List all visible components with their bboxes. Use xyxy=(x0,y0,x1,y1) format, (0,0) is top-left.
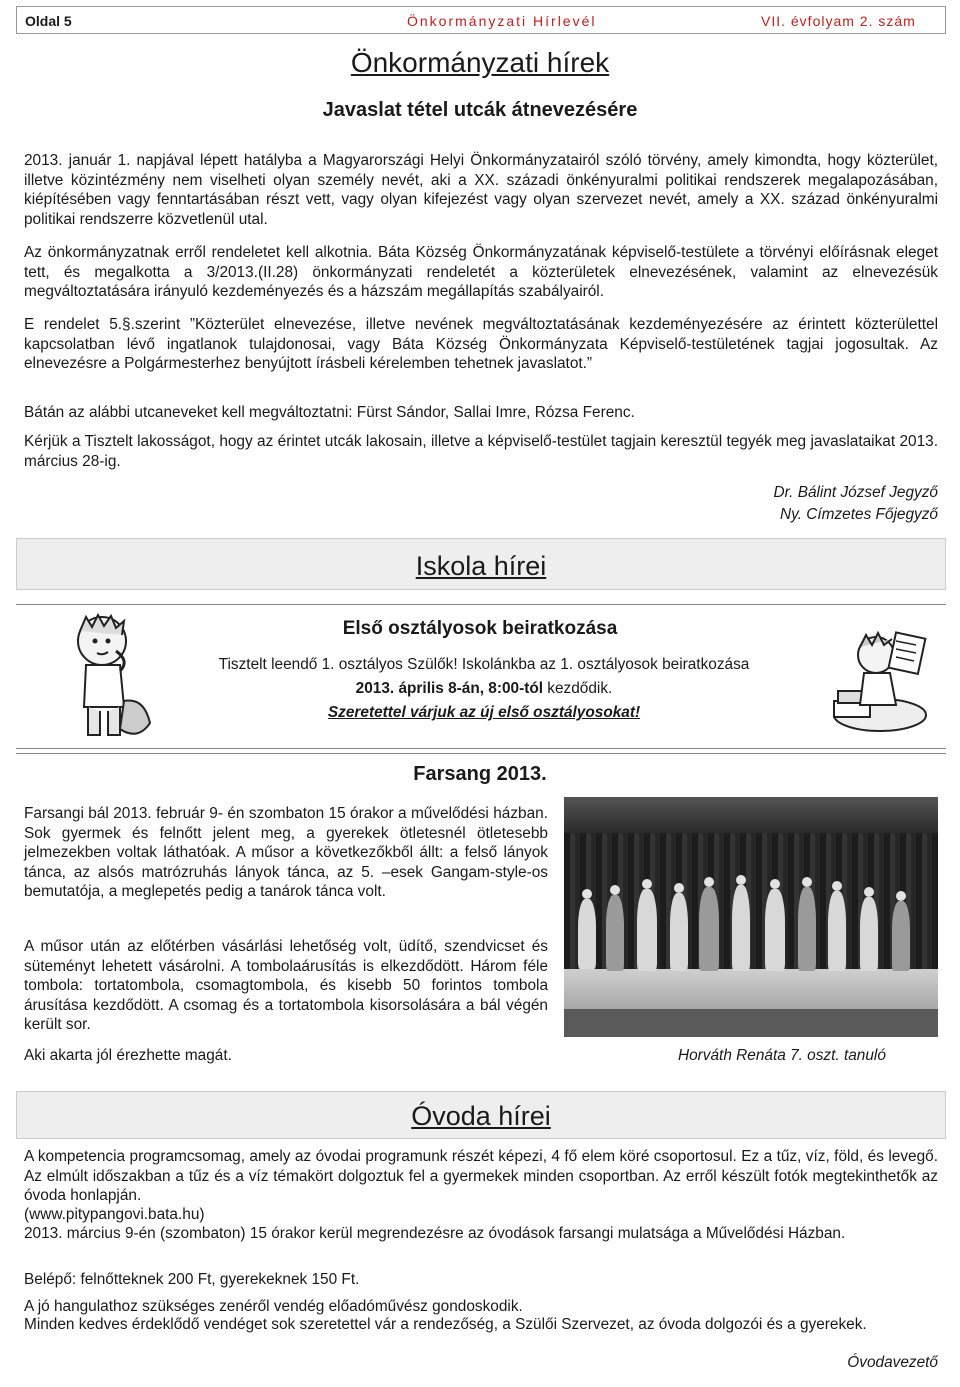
paragraph-music: A jó hangulathoz szükséges zenéről vendég előadóművész gondoskodik. xyxy=(24,1298,523,1315)
enrollment-date-rest: kezdődik. xyxy=(543,680,613,697)
paragraph-law: 2013. január 1. napjával lépett hatályba a Magyarországi Helyi Önkormányzatairól szóló törvény, amely kimondta, hogy közterület, illetve közintézmény nem viselheti olyan személy nevét, aki a XX. századi önkényuralmi politikai rendszerek megalapozásában, kiépítésében vagy fenntartásában részt vett, vagy olyan kifejezést vagy olyan szervezet nevét, amely a XX. század önkényuralmi politikai rendszerre közvetlenül utal. xyxy=(24,152,938,228)
page-header xyxy=(16,6,946,34)
section-header-ovoda xyxy=(16,1091,946,1139)
signer-title: Ny. Címzetes Főjegyző xyxy=(780,506,938,523)
kindergarten-signer: Óvodavezető xyxy=(847,1354,938,1371)
paragraph-invitation: Minden kedves érdeklődő vendéget sok szeretettel vár a rendezőség, a Szülői Szervezet, az óvoda dolgozói és a gyerekek. xyxy=(24,1316,867,1333)
paragraph-kindergarten-program: A kompetencia programcsomag, amely az óvodai programunk részét képezi, 4 fő elem köré csoportosul. Ez a tűz, víz, föld, és levegő. Az elmúlt időszakban a tűz és a víz témakört dolgoztuk fel a gyermekek minden csoportban. Az erről készült fotók megtekinthetők az óvoda honlapján. xyxy=(24,1148,938,1204)
thinking-boy-icon xyxy=(64,611,154,745)
paragraph-carnival-ball: Farsangi bál 2013. február 9- én szombaton 15 órakor a művelődési házban. Sok gyermek és felnőtt jelent meg, a gyerekek ötletesnél ötletesebb jelmezekben voltak láthatóak. A műsor a következőkből állt: a felső lányok tánca, az alsós matrózruhás lányok tánca, az 5. –esek Gangam-style-os bemutatója, a meglepetés pedig a tanárok tánca volt. xyxy=(24,805,548,900)
article-title-street-renaming: Javaslat tétel utcák átnevezésére xyxy=(322,99,638,121)
enrollment-line-1: Tisztelt leendő 1. osztályos Szülők! Iskolánkba az 1. osztályosok beiratkozása xyxy=(218,656,750,673)
signer-name: Dr. Bálint József Jegyző xyxy=(773,484,938,501)
carnival-author: Horváth Renáta 7. oszt. tanuló xyxy=(678,1047,886,1064)
paragraph-tickets: Belépő: felnőtteknek 200 Ft, gyerekeknek 150 Ft. xyxy=(24,1271,360,1288)
section-title-iskola: Iskola hírei xyxy=(415,551,547,581)
stage-lights xyxy=(564,797,938,833)
volume-label: VII. évfolyam 2. szám xyxy=(761,13,916,29)
paragraph-carnival-tombola: A műsor után az előtérben vásárlási lehetőség volt, üdítő, szendvicset és süteményt lehetett vásárolni. A tombolaárusítás is elkezdődött. Három féle tombola: tortatombola, csomagtombola, és kisebb 50 forintos tombola árusítása kezdődött. A csomag és a tortatombola kisorsolására a bál végén került sor. xyxy=(24,938,548,1033)
enrollment-line-2 xyxy=(154,679,814,699)
paragraph-carnival-closing: Aki akarta jól érezhette magát. xyxy=(24,1047,232,1064)
page-number: Oldal 5 xyxy=(25,13,72,29)
paragraph-request: Kérjük a Tisztelt lakosságot, hogy az érintet utcák lakosain, illetve a képviselő-testület tagjain keresztül tegyék meg javaslataikat 2013. március 28-ig. xyxy=(24,433,938,470)
carnival-stage-photo xyxy=(564,797,938,1037)
stage-edge xyxy=(564,1009,938,1037)
paragraph-rule: E rendelet 5.§.szerint ”Közterület elnevezése, illetve nevének megváltoztatásának kezdeményezésére az érintett közterülettel kapcsolatban lévő ingatlanok tulajdonosai, vagy Báta Község Önkormányzata Képviselő-testületének tagjai jogosultak. Az elnevezésre a Polgármesterhez benyújtott írásbeli kérelemben tehetnek javaslatot.” xyxy=(24,316,938,372)
reading-boy-icon xyxy=(826,615,930,739)
paragraph-decree: Az önkormányzatnak erről rendeletet kell alkotnia. Báta Község Önkormányzatának képviselő-testülete a törvényi előírásnak eleget tett, és megalkotta a 3/2013.(II.28) önkormányzati rendeletét a közterületek elnevezésének, valamint az elnevezésük megváltoztatására irányuló kezdeményezés és a házszám megállapítás szabályairól. xyxy=(24,244,938,300)
kindergarten-website: (www.pitypangovi.bata.hu) xyxy=(24,1206,205,1223)
article-title-farsang: Farsang 2013. xyxy=(413,763,547,785)
section-title-onkormanyzat: Önkormányzati hírek xyxy=(350,47,610,78)
school-notice xyxy=(16,604,946,749)
enrollment-welcome: Szeretettel várjuk az új első osztályosokat! xyxy=(327,704,641,721)
paragraph-streets: Bátán az alábbi utcaneveket kell megváltoztatni: Fürst Sándor, Sallai Imre, Rózsa Ferenc. xyxy=(24,404,635,421)
section-header-iskola xyxy=(16,538,946,590)
article-title-enrollment: Első osztályosok beiratkozása xyxy=(342,618,618,639)
enrollment-date: 2013. április 8-án, 8:00-tól xyxy=(355,680,544,697)
paragraph-kindergarten-party: 2013. március 9-én (szombaton) 15 órakor kerül megrendezésre az óvodások farsangi mulatsága a Művelődési Házban. xyxy=(24,1225,846,1242)
newsletter-name: Önkormányzati Hírlevél xyxy=(407,13,597,29)
section-title-ovoda: Óvoda hírei xyxy=(411,1101,551,1131)
